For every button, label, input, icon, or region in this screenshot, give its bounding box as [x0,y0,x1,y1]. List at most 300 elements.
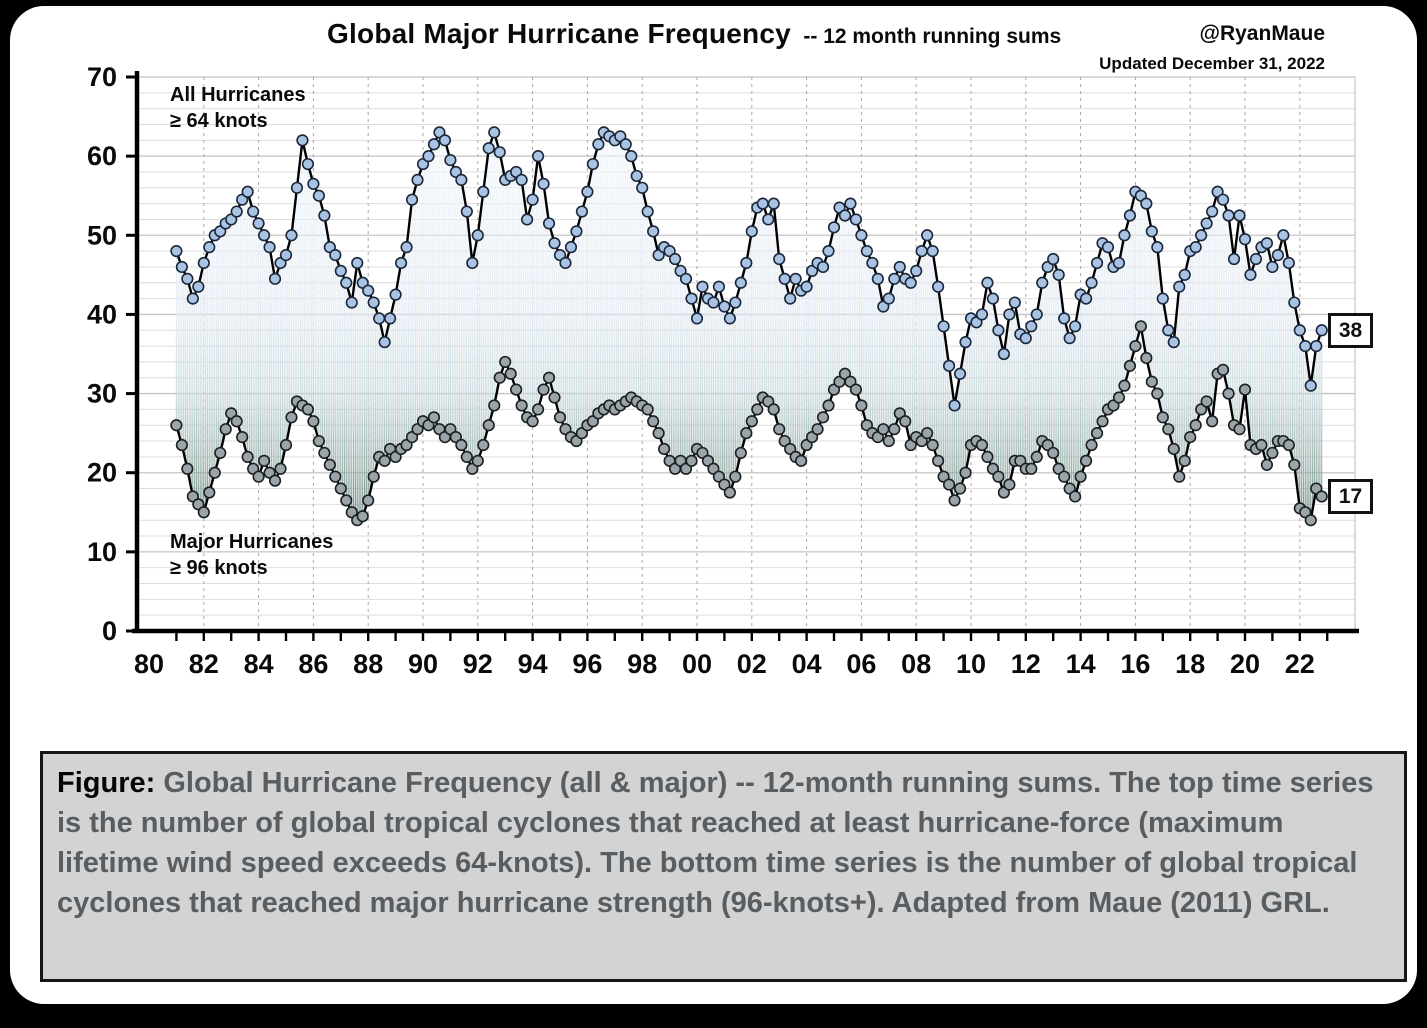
data-point-all-hurricanes [960,337,971,348]
x-tick-label: 12 [1010,649,1041,679]
data-point-major-hurricanes [982,452,993,463]
data-point-all-hurricanes [489,127,500,138]
legend-all-threshold: 64 knots [180,110,268,132]
data-point-all-hurricanes [1158,293,1169,304]
data-point-all-hurricanes [626,151,637,162]
data-point-all-hurricanes [757,198,768,209]
data-point-all-hurricanes [1031,309,1042,320]
data-point-major-hurricanes [281,440,292,451]
data-point-all-hurricanes [1037,277,1048,288]
data-point-all-hurricanes [818,262,829,273]
data-point-all-hurricanes [341,277,352,288]
data-point-all-hurricanes [1316,325,1327,336]
data-point-major-hurricanes [796,456,807,467]
data-point-major-hurricanes [182,463,193,474]
data-point-all-hurricanes [390,289,401,300]
data-point-major-hurricanes [368,471,379,482]
data-point-major-hurricanes [1207,416,1218,427]
data-point-all-hurricanes [637,183,648,194]
data-point-all-hurricanes [916,246,927,257]
data-point-major-hurricanes [237,432,248,443]
data-point-all-hurricanes [368,297,379,308]
data-point-major-hurricanes [1059,471,1070,482]
data-point-all-hurricanes [199,258,210,269]
data-point-all-hurricanes [736,277,747,288]
end-value-label-major: 17 [1328,479,1373,514]
chart-subtitle: -- 12 month running sums [803,25,1062,48]
data-point-major-hurricanes [1026,463,1037,474]
data-point-all-hurricanes [1048,254,1059,265]
data-point-major-hurricanes [1218,365,1229,376]
data-point-all-hurricanes [1234,210,1245,221]
data-point-all-hurricanes [527,194,538,205]
data-point-all-hurricanes [845,198,856,209]
data-point-all-hurricanes [1262,238,1273,249]
y-tick-label: 50 [86,220,117,251]
data-point-all-hurricanes [281,250,292,261]
data-point-all-hurricanes [352,258,363,269]
data-point-major-hurricanes [884,436,895,447]
data-point-major-hurricanes [851,384,862,395]
x-tick-label: 82 [188,649,219,679]
data-point-major-hurricanes [538,384,549,395]
data-point-major-hurricanes [171,420,182,431]
data-point-major-hurricanes [1256,440,1267,451]
data-point-all-hurricanes [1245,270,1256,281]
y-tick-label: 20 [86,457,117,488]
data-point-all-hurricanes [944,361,955,372]
x-tick-label: 04 [791,649,822,679]
data-point-major-hurricanes [955,483,966,494]
data-point-all-hurricanes [522,214,533,225]
data-point-all-hurricanes [977,309,988,320]
data-point-major-hurricanes [1267,448,1278,459]
data-point-major-hurricanes [1075,471,1086,482]
data-point-all-hurricanes [478,186,489,197]
data-point-all-hurricanes [1004,309,1015,320]
data-point-all-hurricanes [1103,242,1114,253]
updated-date: Updated December 31, 2022 [1099,54,1325,73]
data-point-all-hurricanes [719,301,730,312]
data-point-major-hurricanes [462,452,473,463]
data-point-major-hurricanes [308,416,319,427]
data-point-all-hurricanes [1251,254,1262,265]
data-point-all-hurricanes [648,226,659,237]
x-tick-label: 88 [353,649,384,679]
data-point-all-hurricanes [1284,258,1295,269]
data-point-all-hurricanes [999,349,1010,360]
data-point-major-hurricanes [253,471,264,482]
data-point-major-hurricanes [527,416,538,427]
data-point-major-hurricanes [259,456,270,467]
x-tick-label: 80 [133,649,165,679]
data-point-major-hurricanes [653,428,664,439]
data-point-major-hurricanes [220,424,231,435]
data-point-major-hurricanes [544,372,555,383]
data-point-all-hurricanes [785,293,796,304]
data-point-all-hurricanes [253,218,264,229]
data-point-all-hurricanes [1201,218,1212,229]
x-tick-label: 98 [627,649,658,679]
data-point-all-hurricanes [1064,333,1075,344]
data-point-major-hurricanes [686,456,697,467]
data-point-major-hurricanes [1097,416,1108,427]
data-point-major-hurricanes [429,412,440,423]
data-point-all-hurricanes [1086,277,1097,288]
data-point-major-hurricanes [768,404,779,415]
data-point-major-hurricanes [303,404,314,415]
data-point-all-hurricanes [894,262,905,273]
data-point-all-hurricanes [823,246,834,257]
data-point-all-hurricanes [1114,258,1125,269]
data-point-all-hurricanes [884,293,895,304]
data-point-major-hurricanes [1004,479,1015,490]
data-point-major-hurricanes [478,440,489,451]
data-point-major-hurricanes [927,440,938,451]
x-tick-label: 84 [243,649,274,679]
data-point-all-hurricanes [708,297,719,308]
data-point-major-hurricanes [823,400,834,411]
data-point-all-hurricanes [790,274,801,285]
data-point-all-hurricanes [330,250,341,261]
legend-all-hurricanes [170,82,306,134]
data-point-major-hurricanes [199,507,210,518]
data-point-major-hurricanes [511,384,522,395]
data-point-major-hurricanes [275,463,286,474]
data-point-major-hurricanes [812,424,823,435]
data-point-major-hurricanes [555,412,566,423]
data-point-all-hurricanes [1059,313,1070,324]
data-point-all-hurricanes [1141,198,1152,209]
data-point-all-hurricanes [1223,210,1234,221]
data-point-major-hurricanes [1048,448,1059,459]
data-point-major-hurricanes [1234,424,1245,435]
data-point-all-hurricanes [1026,321,1037,332]
data-point-all-hurricanes [905,277,916,288]
caption-text: Global Hurricane Frequency (all & major) -- 12-month running sums. The top time series is the number of global tropical cyclones that reached at least hurricane-force (maximum lifetime wind speed exceeds 64-knots). The bottom time series is the number of global tropical cyclones that reached major hurricane strength (96-knots+). Adapted from Maue (2011) GRL. [57,767,1374,919]
data-point-all-hurricanes [473,230,484,241]
data-point-all-hurricanes [1300,341,1311,352]
data-point-major-hurricanes [1168,444,1179,455]
data-point-major-hurricanes [741,428,752,439]
data-point-all-hurricanes [1207,206,1218,217]
legend-all-line2 [170,108,306,134]
data-point-major-hurricanes [1289,460,1300,471]
data-point-major-hurricanes [1119,380,1130,391]
data-point-major-hurricanes [1223,388,1234,399]
data-point-all-hurricanes [571,226,582,237]
x-tick-label: 02 [736,649,767,679]
data-point-all-hurricanes [1311,341,1322,352]
data-point-all-hurricanes [1021,333,1032,344]
y-tick-label: 30 [86,378,117,409]
data-point-major-hurricanes [1190,420,1201,431]
data-point-all-hurricanes [1119,230,1130,241]
chart-card [10,6,1417,1004]
data-point-all-hurricanes [697,281,708,292]
data-point-all-hurricanes [483,143,494,154]
data-point-major-hurricanes [215,448,226,459]
data-point-all-hurricanes [1289,297,1300,308]
y-tick-label: 0 [101,616,117,646]
data-point-all-hurricanes [938,321,949,332]
data-point-major-hurricanes [944,479,955,490]
data-point-major-hurricanes [1031,452,1042,463]
data-point-all-hurricanes [319,210,330,221]
data-point-major-hurricanes [730,471,741,482]
data-point-all-hurricanes [456,175,467,186]
data-point-major-hurricanes [489,400,500,411]
data-point-all-hurricanes [593,139,604,150]
data-point-major-hurricanes [1130,341,1141,352]
data-point-major-hurricanes [314,436,325,447]
data-point-major-hurricanes [949,495,960,506]
chart-area [10,6,1427,746]
data-point-major-hurricanes [977,440,988,451]
data-point-all-hurricanes [1168,337,1179,348]
data-point-major-hurricanes [659,444,670,455]
data-point-all-hurricanes [725,313,736,324]
data-point-all-hurricanes [440,135,451,146]
data-point-all-hurricanes [445,155,456,166]
data-point-all-hurricanes [1125,210,1136,221]
data-point-all-hurricanes [1305,380,1316,391]
data-point-all-hurricanes [851,214,862,225]
data-point-major-hurricanes [341,495,352,506]
data-point-major-hurricanes [642,404,653,415]
data-point-all-hurricanes [264,242,275,253]
data-point-major-hurricanes [533,404,544,415]
gte-symbol: ≥ [170,110,181,132]
data-point-major-hurricanes [500,357,511,368]
data-point-all-hurricanes [1163,325,1174,336]
data-point-major-hurricanes [1136,321,1147,332]
data-point-major-hurricanes [549,392,560,403]
data-point-all-hurricanes [856,230,867,241]
data-point-all-hurricanes [314,190,325,201]
data-point-all-hurricanes [533,151,544,162]
data-point-all-hurricanes [177,262,188,273]
legend-major-line1: Major Hurricanes [170,531,334,553]
data-point-all-hurricanes [1092,258,1103,269]
data-point-all-hurricanes [544,218,555,229]
data-point-all-hurricanes [1267,262,1278,273]
data-point-all-hurricanes [681,274,692,285]
data-point-major-hurricanes [1262,460,1273,471]
data-point-all-hurricanes [955,368,966,379]
data-point-all-hurricanes [741,258,752,269]
data-point-all-hurricanes [231,206,242,217]
data-point-major-hurricanes [270,475,281,486]
data-point-major-hurricanes [1240,384,1251,395]
data-point-all-hurricanes [560,258,571,269]
data-point-major-hurricanes [325,460,336,471]
data-point-all-hurricanes [385,313,396,324]
data-point-all-hurricanes [911,266,922,277]
data-point-all-hurricanes [993,325,1004,336]
data-point-all-hurricanes [303,159,314,170]
data-point-all-hurricanes [462,206,473,217]
data-point-major-hurricanes [818,412,829,423]
x-tick-label: 10 [955,649,987,679]
x-tick-label: 06 [846,649,877,679]
data-point-all-hurricanes [1081,293,1092,304]
data-point-all-hurricanes [840,210,851,221]
legend-major-line2 [170,555,333,581]
legend-major-hurricanes [170,529,333,581]
data-point-all-hurricanes [429,139,440,150]
data-point-all-hurricanes [467,258,478,269]
data-point-all-hurricanes [1229,254,1240,265]
end-value-label-all: 38 [1328,313,1373,348]
data-point-all-hurricanes [620,139,631,150]
data-point-all-hurricanes [642,206,653,217]
data-point-major-hurricanes [878,424,889,435]
data-point-major-hurricanes [1305,515,1316,526]
data-point-all-hurricanes [401,242,412,253]
data-point-all-hurricanes [549,238,560,249]
data-point-all-hurricanes [1218,194,1229,205]
data-point-all-hurricanes [867,258,878,269]
data-point-all-hurricanes [259,230,270,241]
x-tick-label: 94 [517,649,548,679]
data-point-all-hurricanes [566,242,577,253]
data-point-major-hurricanes [177,440,188,451]
x-tick-label: 96 [572,649,603,679]
data-point-all-hurricanes [631,171,642,182]
data-point-all-hurricanes [889,274,900,285]
data-point-major-hurricanes [1284,440,1295,451]
data-point-all-hurricanes [988,293,999,304]
data-point-all-hurricanes [188,293,199,304]
data-point-all-hurricanes [1196,230,1207,241]
data-point-major-hurricanes [1114,392,1125,403]
data-point-all-hurricanes [407,194,418,205]
author-handle: @RyanMaue [1199,22,1325,45]
data-point-all-hurricanes [1240,234,1251,245]
data-point-all-hurricanes [582,186,593,197]
data-point-major-hurricanes [933,456,944,467]
data-point-major-hurricanes [856,400,867,411]
data-point-major-hurricanes [1201,396,1212,407]
data-point-all-hurricanes [1190,242,1201,253]
data-point-all-hurricanes [763,214,774,225]
data-point-major-hurricanes [505,368,516,379]
data-point-all-hurricanes [423,151,434,162]
data-point-all-hurricanes [182,274,193,285]
data-point-major-hurricanes [1316,491,1327,502]
data-point-major-hurricanes [725,487,736,498]
data-point-major-hurricanes [1147,376,1158,387]
x-tick-label: 92 [462,649,493,679]
data-point-all-hurricanes [714,281,725,292]
data-point-all-hurricanes [1053,270,1064,281]
data-point-all-hurricanes [396,258,407,269]
data-point-all-hurricanes [774,254,785,265]
data-point-major-hurricanes [483,420,494,431]
data-point-all-hurricanes [204,242,215,253]
x-tick-label: 00 [681,649,713,679]
data-point-all-hurricanes [538,179,549,190]
data-point-major-hurricanes [1070,491,1081,502]
data-point-all-hurricanes [1278,230,1289,241]
data-point-all-hurricanes [248,206,259,217]
data-point-major-hurricanes [516,400,527,411]
data-point-major-hurricanes [473,456,484,467]
data-point-all-hurricanes [374,313,385,324]
x-tick-label: 22 [1284,649,1315,679]
data-point-all-hurricanes [1152,242,1163,253]
data-point-major-hurricanes [889,424,900,435]
data-point-all-hurricanes [516,175,527,186]
legend-all-line1: All Hurricanes [170,84,306,106]
data-point-major-hurricanes [231,416,242,427]
data-point-all-hurricanes [692,313,703,324]
data-point-major-hurricanes [1092,428,1103,439]
x-tick-label: 18 [1175,649,1206,679]
data-point-all-hurricanes [171,246,182,257]
data-point-major-hurricanes [774,424,785,435]
x-tick-label: 86 [298,649,329,679]
data-point-major-hurricanes [1174,471,1185,482]
x-tick-label: 14 [1065,649,1096,679]
data-point-all-hurricanes [779,274,790,285]
data-point-all-hurricanes [686,293,697,304]
data-point-all-hurricanes [982,277,993,288]
data-point-major-hurricanes [1081,456,1092,467]
x-tick-label: 08 [901,649,932,679]
data-point-major-hurricanes [1185,432,1196,443]
data-point-all-hurricanes [292,183,303,194]
data-point-all-hurricanes [670,254,681,265]
data-point-major-hurricanes [752,404,763,415]
data-point-major-hurricanes [379,456,390,467]
legend-major-threshold: 96 knots [180,557,268,579]
data-point-all-hurricanes [949,400,960,411]
y-tick-label: 60 [86,141,117,172]
data-point-all-hurricanes [730,297,741,308]
data-point-major-hurricanes [747,416,758,427]
data-point-major-hurricanes [242,452,253,463]
data-point-all-hurricanes [1010,297,1021,308]
data-point-all-hurricanes [379,337,390,348]
y-tick-label: 40 [86,299,117,330]
data-point-major-hurricanes [1179,456,1190,467]
data-point-all-hurricanes [412,175,423,186]
data-point-all-hurricanes [242,186,253,197]
data-point-all-hurricanes [933,281,944,292]
data-point-all-hurricanes [747,226,758,237]
data-point-major-hurricanes [286,412,297,423]
data-point-major-hurricanes [204,487,215,498]
data-point-all-hurricanes [1147,226,1158,237]
data-point-all-hurricanes [1273,250,1284,261]
data-point-all-hurricanes [286,230,297,241]
data-point-all-hurricanes [1174,281,1185,292]
data-point-all-hurricanes [494,147,505,158]
y-tick-label: 10 [86,536,117,567]
data-point-major-hurricanes [960,467,971,478]
data-point-all-hurricanes [336,266,347,277]
data-point-major-hurricanes [1086,440,1097,451]
gte-symbol: ≥ [170,557,181,579]
chart-title: Global Major Hurricane Frequency [327,18,791,49]
data-point-major-hurricanes [363,495,374,506]
data-point-all-hurricanes [1179,270,1190,281]
data-point-major-hurricanes [336,483,347,494]
data-point-all-hurricanes [829,222,840,233]
data-point-all-hurricanes [862,246,873,257]
